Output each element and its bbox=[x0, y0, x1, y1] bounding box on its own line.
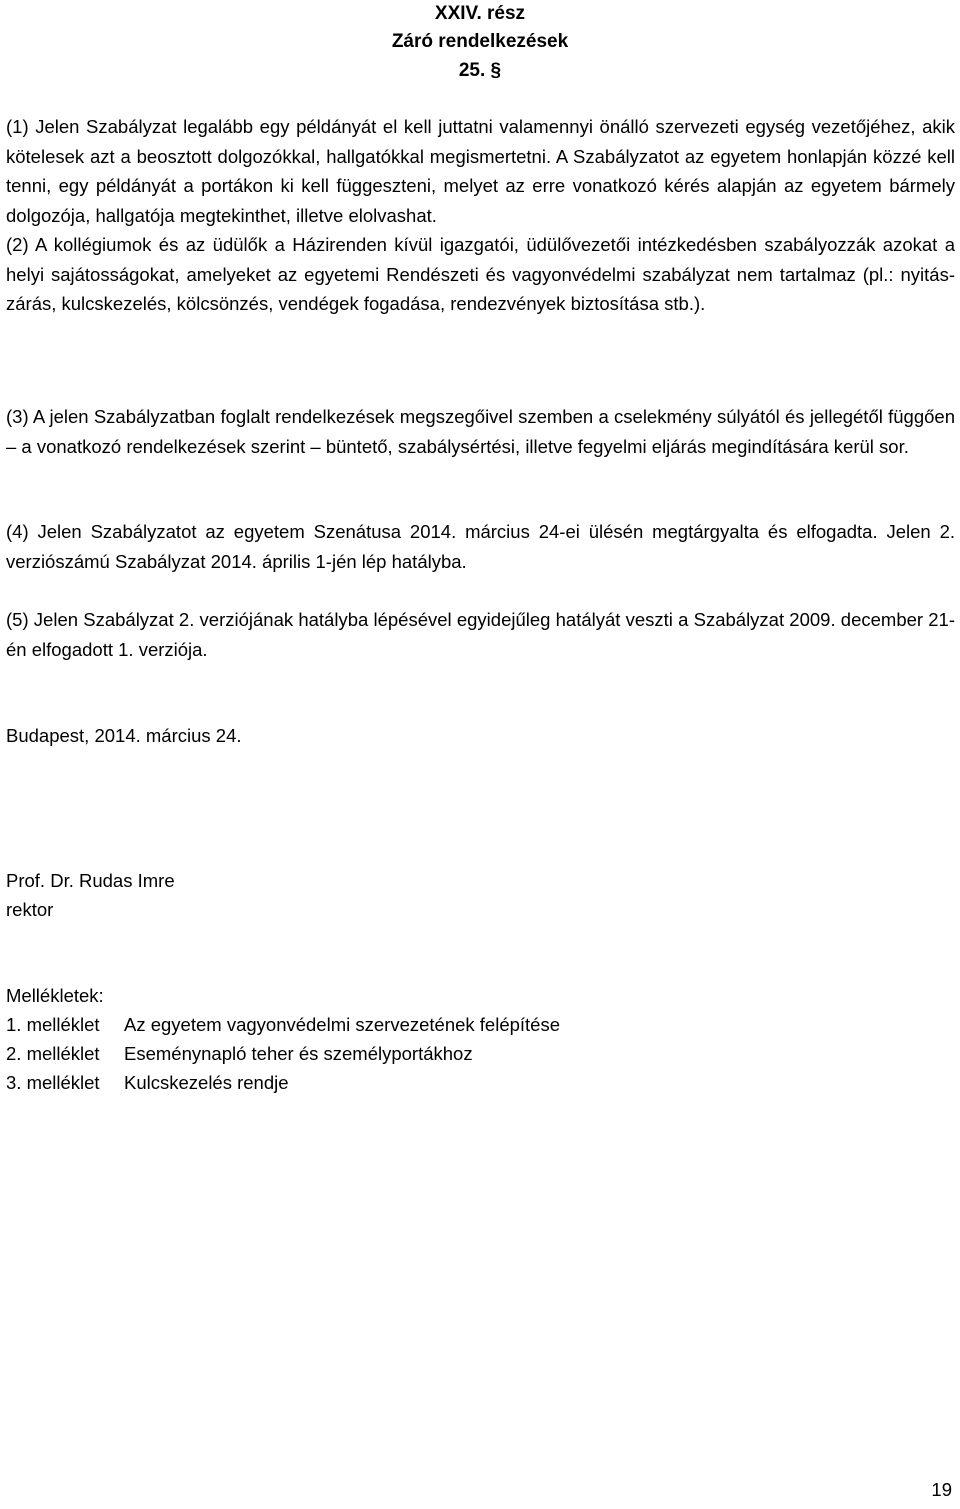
paragraph-1: (1) Jelen Szabályzat legalább egy példányát el kell juttatni valamennyi önálló szervezeti egység vezetőjéhez, akik kötelesek azt a beosztott dolgozókkal, hallgatókkal megismertetni. A Szabályzatot az egyetem honlapján közzé kell tenni, egy példányát a portákon ki kell függeszteni, melyet az erre vonatkozó kérés alapján az egyetem bármely dolgozója, hallgatója megtekinthet, illetve elolvashat. bbox=[6, 116, 955, 226]
annex-title: Kulcskezelés rendje bbox=[124, 1072, 289, 1093]
annex-item bbox=[6, 1039, 473, 1068]
signatory-name: Prof. Dr. Rudas Imre bbox=[6, 870, 175, 891]
place-date: Budapest, 2014. március 24. bbox=[6, 725, 242, 746]
signatory-title: rektor bbox=[6, 899, 54, 920]
chapter-title: Záró rendelkezések bbox=[391, 31, 569, 52]
annex-title: Az egyetem vagyonvédelmi szervezetének felépítése bbox=[124, 1014, 561, 1035]
paragraph-4: (4) Jelen Szabályzatot az egyetem Szenátusa 2014. március 24-ei ülésén megtárgyalta és elfogadta. Jelen 2. verziószámú Szabályzat 2014. április 1-jén lép hatályba. bbox=[6, 521, 955, 572]
annex-number: 1. melléklet bbox=[6, 1014, 100, 1035]
annex-title: Eseménynapló teher és személyportákhoz bbox=[124, 1043, 473, 1064]
annex-number: 3. melléklet bbox=[6, 1072, 100, 1093]
annex-number: 2. melléklet bbox=[6, 1043, 100, 1064]
annex-item bbox=[6, 1068, 289, 1097]
paragraph-5: (5) Jelen Szabályzat 2. verziójának hatályba lépésével egyidejűleg hatályát veszti a Szabályzat 2009. december 21-én elfogadott 1. verziója. bbox=[6, 609, 955, 660]
part-heading: XXIV. rész bbox=[434, 3, 526, 24]
paragraph-3: (3) A jelen Szabályzatban foglalt rendelkezések megszegőivel szemben a cselekmény súlyától és jellegétől függően – a vonatkozó rendelkezések szerint – büntető, szabálysértési, illetve fegyelmi eljárás megindítására kerül sor. bbox=[6, 406, 955, 457]
page-number: 19 bbox=[931, 1479, 952, 1500]
annex-item bbox=[6, 1010, 560, 1039]
annexes-heading: Mellékletek: bbox=[6, 985, 104, 1006]
paragraph-2: (2) A kollégiumok és az üdülők a Házirenden kívül igazgatói, üdülővezetői intézkedésben szabályozzák azokat a helyi sajátosságokat, amelyeket az egyetemi Rendészeti és vagyonvédelmi szabályzat nem tartalmaz (pl.: nyitás-zárás, kulcskezelés, kölcsönzés, vendégek fogadása, rendezvények biztosítása stb.). bbox=[6, 234, 955, 314]
section-number: 25. § bbox=[458, 60, 502, 81]
